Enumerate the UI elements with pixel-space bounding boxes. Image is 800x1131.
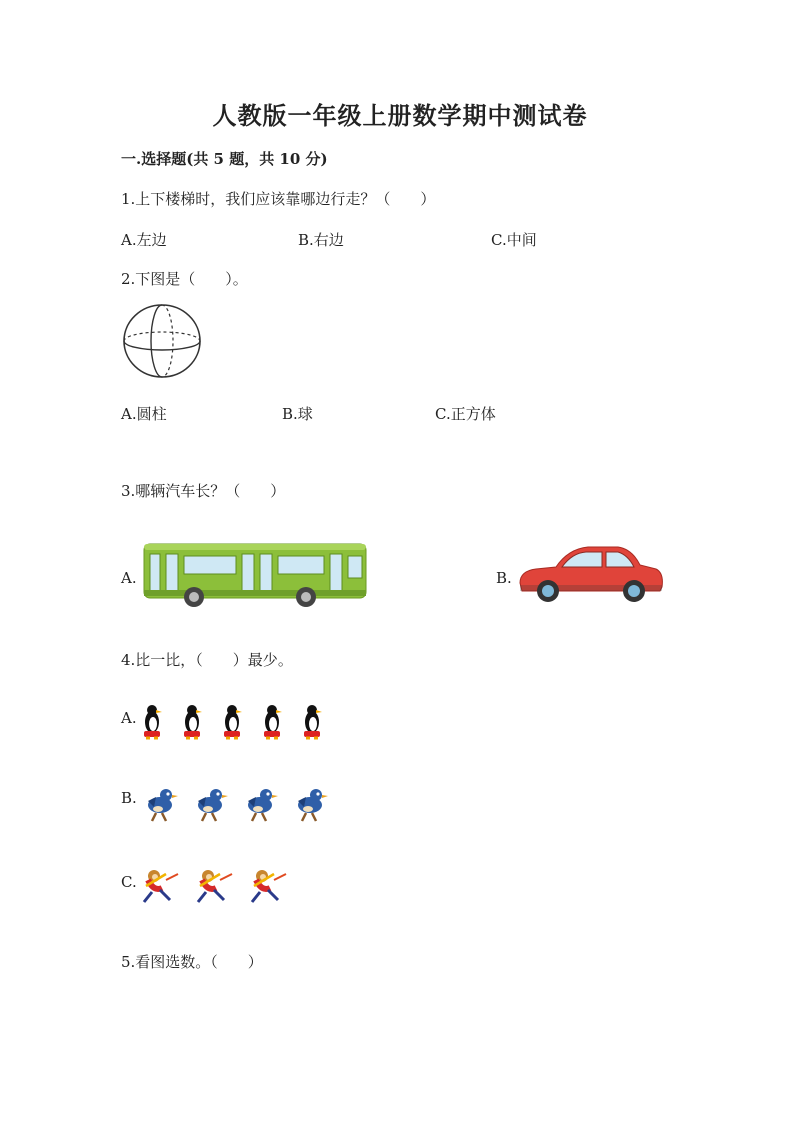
question-4: 4.比一比，（ ）最少。 (121, 651, 293, 669)
q2-option-b[interactable]: B.球 (282, 405, 313, 423)
q2-option-c[interactable]: C.正方体 (435, 405, 496, 423)
q4-option-b[interactable]: B. (121, 789, 137, 807)
section-heading: 一.选择题(共 5 题，共 10 分) (121, 150, 328, 168)
q1-option-b[interactable]: B.右边 (298, 231, 344, 249)
page-title: 人教版一年级上册数学期中测试卷 (212, 101, 588, 130)
monkey-row (138, 866, 298, 906)
bus-icon (142, 540, 370, 608)
q3-option-b[interactable]: B. (496, 569, 512, 587)
monkey-icon (138, 866, 298, 906)
q3-option-a[interactable]: A. (121, 569, 137, 587)
q4-option-a[interactable]: A. (121, 709, 137, 727)
penguin-icon (138, 704, 334, 744)
car-icon (516, 543, 666, 605)
q1-option-c[interactable]: C.中间 (491, 231, 537, 249)
penguin-row (138, 704, 334, 744)
q4-option-c[interactable]: C. (121, 873, 137, 891)
question-5: 5.看图选数。（ ） (121, 953, 263, 971)
question-3: 3.哪辆汽车长？（ ） (121, 482, 286, 500)
bird-icon (142, 785, 334, 825)
question-1: 1.上下楼梯时，我们应该靠哪边行走？（ ） (121, 190, 436, 208)
sphere-icon (122, 303, 202, 379)
bird-row (142, 785, 334, 825)
question-2: 2.下图是（ ）。 (121, 270, 248, 288)
q1-option-a[interactable]: A.左边 (121, 231, 167, 249)
q2-option-a[interactable]: A.圆柱 (121, 405, 167, 423)
